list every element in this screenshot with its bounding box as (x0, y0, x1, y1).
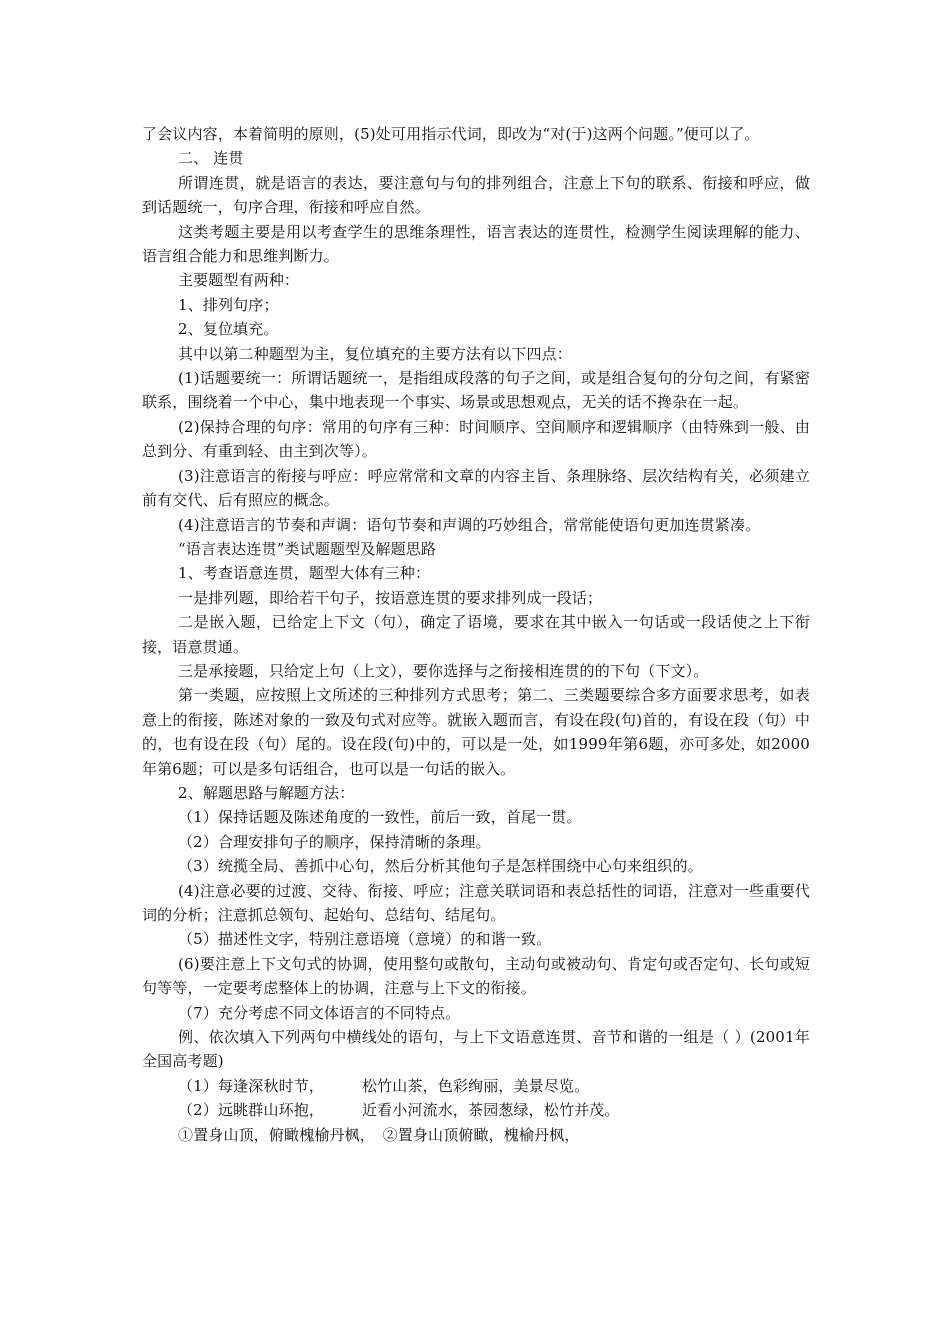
section-heading: “语言表达连贯”类试题题型及解题思路 (178, 539, 437, 558)
paragraph: 主要题型有两种： (178, 271, 300, 290)
paragraph: 其中以第二种题型为主，复位填充的主要方法有以下四点： (178, 344, 572, 363)
list-item: （7）充分考虑不同文体语言的不同特点。 (178, 1003, 461, 1022)
paragraph: 第一类题，应按照上文所述的三种排列方式思考；第二、三类题要综合多方面要求思考，如表意上的衔接，陈述对象的一致及句式对应等。就嵌入题而言，有设在段(句)首的，有设在段（句）中的，也有设在段（句）尾的。设在段(句)中的，可以是一处，如1999年第6题，亦可多处，如2000年第6题；可以是多句话组合，也可以是一句话的嵌入。 (142, 686, 810, 778)
paragraph: 1、考查语意连贯，题型大体有三种： (178, 564, 431, 583)
list-item: (2)保持合理的句序：常用的句序有三种：时间顺序、空间顺序和逻辑顺序（由特殊到一般、由总到分、有重到轻、由主到次等）。 (142, 417, 810, 461)
list-item: 2、复位填充。 (178, 320, 279, 339)
example-sentence: （1）每逢深秋时节， 松竹山茶，色彩绚丽，美景尽览。 (178, 1076, 590, 1095)
list-item: (4)注意语言的节奏和声调：语句节奏和声调的巧妙组合，常常能使语句更加连贯紧凑。 (178, 515, 761, 534)
section-heading: 二、 连贯 (178, 149, 244, 168)
list-item: （5）描述性文字，特别注意语境（意境）的和谐一致。 (178, 930, 552, 949)
list-item: （1）保持话题及陈述角度的一致性，前后一致，首尾一贯。 (178, 808, 582, 827)
paragraph: 2、解题思路与解题方法： (178, 783, 355, 802)
paragraph: 所谓连贯，就是语言的表达，要注意句与句的排列组合，注意上下句的联系、衔接和呼应，做到话题统一，句序合理，衔接和呼应自然。 (142, 173, 810, 217)
paragraph: 三是承接题，只给定上句（上文），要你选择与之衔接相连贯的的下句（下文）。 (178, 661, 709, 680)
paragraph: 一是排列题，即给若干句子，按语意连贯的要求排列成一段话； (178, 588, 603, 607)
list-item: 1、排列句序； (178, 295, 279, 314)
list-item: (1)话题要统一：所谓话题统一，是指组成段落的句子之间，或是组合复句的分句之间，有紧密联系，围绕着一个中心，集中地表现一个事实、场景或思想观点，无关的话不搀杂在一起。 (142, 369, 810, 412)
list-item: （3）统揽全局、善抓中心句，然后分析其他句子是怎样围绕中心句来组织的。 (178, 857, 703, 876)
document-body (142, 122, 810, 1147)
example-sentence: （2）远眺群山环抱， 近看小河流水，茶园葱绿，松竹并茂。 (178, 1101, 620, 1120)
list-item: (3)注意语言的衔接与呼应：呼应常常和文章的内容主旨、条理脉络、层次结构有关，必须建立前有交代、后有照应的概念。 (142, 466, 810, 510)
list-item: （2）合理安排句子的顺序，保持清晰的条理。 (178, 832, 491, 851)
example-question: 例、依次填入下列两句中横线处的语句，与上下文语意连贯、音节和谐的一组是（ ）(2001年全国高考题) (142, 1028, 810, 1071)
example-options: ①置身山顶，俯瞰槐榆丹枫， ②置身山顶俯瞰，槐榆丹枫， (178, 1125, 580, 1144)
list-item: (6)要注意上下文句式的协调，使用整句或散句，主动句或被动句、肯定句或否定句、长句或短句等等，一定要考虑整体上的协调，注意与上下文的衔接。 (142, 954, 810, 998)
paragraph: 这类考题主要是用以考查学生的思维条理性，语言表达的连贯性，检测学生阅读理解的能力、语言组合能力和思维判断力。 (142, 222, 810, 266)
list-item: (4)注意必要的过渡、交待、衔接、呼应；注意关联词语和表总括性的词语，注意对一些重要代词的分析；注意抓总领句、起始句、总结句、结尾句。 (142, 881, 810, 924)
paragraph: 二是嵌入题，已给定上下文（句），确定了语境，要求在其中嵌入一句话或一段话使之上下衔接，语意贯通。 (142, 613, 810, 656)
paragraph: 了会议内容，本着简明的原则，(5)处可用指示代词，即改为“对(于)这两个问题。”便可以了。 (142, 125, 760, 143)
